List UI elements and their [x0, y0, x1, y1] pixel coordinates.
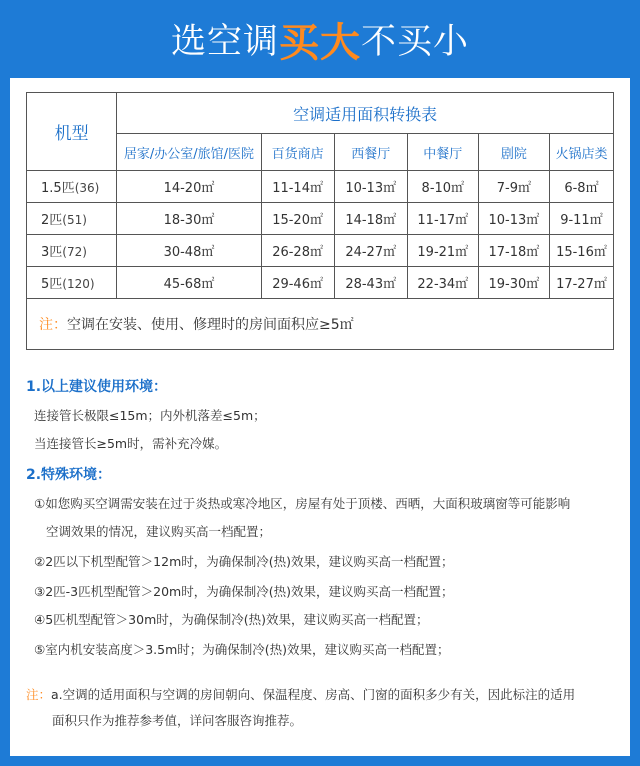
- area-cell: 9-11㎡: [549, 202, 613, 234]
- banner-prefix: 选空调: [170, 22, 279, 62]
- model-cell: [27, 202, 117, 234]
- model-btu: (120): [62, 276, 95, 291]
- model-btu: (72): [62, 244, 87, 259]
- table-row: [27, 202, 614, 234]
- content-card: [10, 78, 630, 756]
- area-cell: 24-27㎡: [334, 234, 407, 266]
- area-cell: 11-17㎡: [407, 202, 478, 234]
- section2-line: ①如您购买空调需安装在过于炎热或寒冷地区，房屋有处于顶楼、西晒，大面积玻璃窗等可能影响: [34, 496, 571, 511]
- area-cell: 45-68㎡: [117, 266, 261, 298]
- table-row: [27, 266, 614, 298]
- area-conversion-table: [26, 92, 614, 350]
- area-cell: 15-16㎡: [549, 234, 613, 266]
- area-cell: 11-14㎡: [261, 171, 334, 203]
- model-cell: [27, 266, 117, 298]
- area-cell: 8-10㎡: [407, 171, 478, 203]
- area-cell: 15-20㎡: [261, 202, 334, 234]
- model-btu: (36): [74, 181, 100, 196]
- section1-line: 连接管长极限≤15m；内外机落差≤5m；: [34, 408, 266, 423]
- model-name: 5匹: [41, 276, 63, 292]
- footnote-line1: [26, 682, 616, 708]
- model-header: 机型: [27, 93, 117, 171]
- area-cell: 26-28㎡: [261, 234, 334, 266]
- model-cell: [27, 171, 117, 203]
- area-cell: 28-43㎡: [334, 266, 407, 298]
- area-cell: 18-30㎡: [117, 202, 261, 234]
- area-cell: 17-27㎡: [549, 266, 613, 298]
- table-title: 空调适用面积转换表: [117, 93, 614, 134]
- section2-line: ②2匹以下机型配管＞12m时，为确保制冷(热)效果，建议购买高一档配置；: [34, 554, 454, 569]
- section2-heading: 2.特殊环境：: [26, 467, 112, 483]
- table-note: [27, 298, 614, 349]
- area-cell: 29-46㎡: [261, 266, 334, 298]
- category-header: 火锅店类: [549, 134, 613, 171]
- area-cell: 22-34㎡: [407, 266, 478, 298]
- model-name: 2匹: [41, 212, 63, 228]
- footnote-text: a.空调的适用面积与空调的房间朝向、保温程度、房高、门窗的面积多少有关，因此标注的适用: [51, 687, 576, 702]
- table-row: [27, 171, 614, 203]
- section1-line: 当连接管长≥5m时，需补充冷媒。: [34, 436, 228, 451]
- footnote-line2: 面积只作为推荐参考值，详问客服咨询推荐。: [52, 713, 303, 728]
- section2-line: 空调效果的情况，建议购买高一档配置；: [46, 524, 272, 539]
- area-cell: 10-13㎡: [334, 171, 407, 203]
- section2-line: ⑤室内机安装高度＞3.5m时；为确保制冷(热)效果，建议购买高一档配置；: [34, 642, 450, 657]
- category-header: 西餐厅: [334, 134, 407, 171]
- table-row: [27, 234, 614, 266]
- category-header: 剧院: [478, 134, 549, 171]
- area-cell: 19-30㎡: [478, 266, 549, 298]
- category-header: 居家/办公室/旅馆/医院: [117, 134, 261, 171]
- area-cell: 14-20㎡: [117, 171, 261, 203]
- category-header: 百货商店: [261, 134, 334, 171]
- area-cell: 6-8㎡: [549, 171, 613, 203]
- section2-line: ③2匹-3匹机型配管＞20m时，为确保制冷(热)效果，建议购买高一档配置；: [34, 584, 454, 599]
- section2-line: ④5匹机型配管＞30m时，为确保制冷(热)效果，建议购买高一档配置；: [34, 612, 429, 627]
- table-note-text: 空调在安装、使用、修理时的房间面积应≥5㎡: [67, 316, 354, 333]
- footnote: [26, 682, 616, 734]
- area-cell: 30-48㎡: [117, 234, 261, 266]
- page-banner: [0, 0, 640, 78]
- model-name: 1.5匹: [41, 181, 75, 197]
- section1-heading: 1.以上建议使用环境：: [26, 379, 168, 395]
- model-name: 3匹: [41, 244, 63, 260]
- category-header: 中餐厅: [407, 134, 478, 171]
- area-cell: 14-18㎡: [334, 202, 407, 234]
- area-cell: 7-9㎡: [478, 171, 549, 203]
- area-cell: 10-13㎡: [478, 202, 549, 234]
- model-btu: (51): [62, 212, 87, 227]
- table-note-prefix: 注：: [39, 316, 67, 333]
- area-cell: 19-21㎡: [407, 234, 478, 266]
- area-cell: 17-18㎡: [478, 234, 549, 266]
- banner-highlight: 买大: [279, 19, 361, 66]
- footnote-prefix: 注：: [26, 687, 52, 702]
- model-cell: [27, 234, 117, 266]
- banner-suffix: 不买小: [361, 22, 470, 62]
